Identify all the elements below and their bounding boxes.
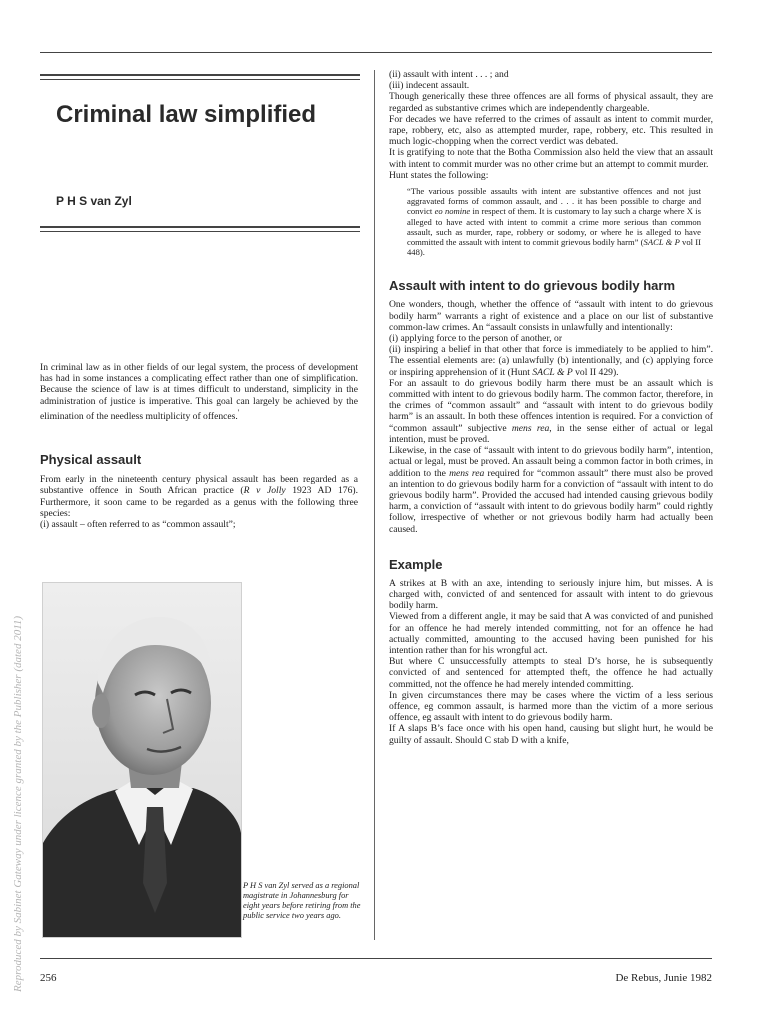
title-rule-top (40, 74, 360, 76)
author-photo (42, 582, 242, 938)
quote-text-a: “The various possible assaults with intent are substantive offences and not just aggravated forms of common assault, and . . . it has been possible to charge and convict (407, 186, 701, 217)
gbh-p3-text-b: required for “common assault” there must also be proved an intention to do grievous bodily harm for a conviction of “assault with intent to do grievous bodily harm”. Provided the accused had intended causing grievous bodily harm, a conviction of “assault with intent to do grievous bodily harm” could rightly follow, irrespective of whether or not grievous bodily harm had actually been caused. (389, 467, 713, 535)
reproduction-watermark: Reproduced by Sabinet Gateway under licence granted by the Publisher (dated 2011) (12, 615, 24, 992)
physical-assault-paragraph (40, 474, 358, 519)
page-top-rule (40, 52, 712, 53)
gbh-list-item-1: (i) applying force to the person of another, or (389, 333, 563, 345)
example-paragraph-4: In given circumstances there may be cases where the victim of a less serious offence, eg common assault, is harmed more than the victim of a more serious offence, eg assault with intent to do grievous bodily harm. (389, 689, 713, 724)
species-item-2: (ii) assault with intent . . . ; and (389, 69, 509, 80)
left-column (40, 362, 358, 530)
case-citation: R v Jolly (243, 485, 286, 497)
title-rule-bottom-2 (40, 231, 360, 232)
title-rule-bottom (40, 226, 360, 228)
intro-text: In criminal law as in other fields of our legal system, the process of development has had in some instances a complicating effect rather than one of simplification. Because the science of law is at times difficult to understand, simplicity in the administration of justice is imperative. This goal can largely be achieved by the elimination of the needless multiplicity of offences. (40, 362, 358, 422)
right-column (389, 69, 713, 746)
quote-text-b: in respect of them. It is customary to lay such a charge where X is alleged to have acted with intent to commit a crime more serious than common assault, such as murder, rape, robbery or sodomy, or where he is alleged to have committed the assault with intent to commit grievous bodily harm” ( (407, 206, 701, 248)
example-paragraph-1: A strikes at B with an axe, intending to seriously injure him, but misses. A is charged with, convicted of and sentenced for assault with intent to do grievous bodily harm. (389, 577, 713, 612)
example-paragraph-5: If A slaps B’s face once with his open hand, causing but slight hurt, he would be guilty of assault. Should C stab D with a knife, (389, 723, 713, 746)
gbh-paragraph-1: One wonders, though, whether the offence of “assault with intent to do grievous bodily harm” warrants a right of existence and a place on our list of substantive common-law crimes. An “assault consists in unlawfully and intentionally: (389, 299, 713, 333)
species-item-3: (iii) indecent assault. (389, 80, 470, 92)
example-heading: Example (389, 556, 443, 572)
gbh-paragraph-3 (389, 445, 713, 535)
gbh-p3-term: mens rea (449, 467, 485, 479)
example-paragraph-2: Viewed from a different angle, it may be said that A was convicted of and punished for an offence he had merely intended committing, not for an offence he had actually committed, amounting to the accused having been punished for his intention rather than for his wrongful act. (389, 611, 713, 656)
gbh-list-2-citation: SACL & P (532, 366, 573, 378)
intro-paragraph (40, 362, 358, 422)
column-divider (374, 70, 375, 940)
hunt-quotation (407, 186, 701, 257)
physical-assault-heading: Physical assault (40, 452, 142, 468)
paragraph-botha-commission: It is gratifying to note that the Botha Commission also held the view that an assault with intent to commit murder was no other crime but an attempt to commit murder. (389, 147, 713, 170)
gbh-p2-term: mens rea (511, 422, 550, 434)
gbh-list-item-2 (389, 344, 713, 378)
paragraph-decades: For decades we have referred to the crimes of assault as intent to commit murder, rape, robbery, etc, also as attempted murder, rape, robbery, etc. This resulted in much logic-chopping when the correct verdict was debated. (389, 113, 713, 148)
species-item-1: (i) assault – often referred to as “common assault”; (40, 519, 236, 531)
gbh-p3-text-a: Likewise, in the case of “assault with intent to do grievous bodily harm”, intention, actual or legal, must be proved. An assault being a common factor in both crimes, in addition to the (389, 445, 713, 479)
page-number: 256 (40, 972, 57, 984)
intro-note-mark: ' (237, 407, 240, 417)
title-rule-top-2 (40, 79, 360, 80)
footer-rule (40, 958, 712, 959)
example-paragraph-3: But where C unsuccessfully attempts to steal D’s horse, he is subsequently convicted of and sentenced for attempted theft, the offence he had actually committed, not the offence he had merely intended committing. (389, 656, 713, 690)
gbh-p2-text-a: For an assault to do grievous bodily harm there must be an assault which is committed with intent to do grievous bodily harm. The common factor, therefore, in the crimes of “common assault” and “assault with intent to do grievous bodily harm” is an assault. In both these offences intention is required. For a conviction of “common assault” subjective (389, 377, 713, 434)
gbh-paragraph-2 (389, 378, 713, 445)
quote-latin-term: eo nomine (434, 206, 471, 217)
quote-text-c: vol II 448). (407, 237, 701, 258)
gbh-heading: Assault with intent to do grievous bodily harm (389, 278, 676, 294)
gbh-p2-text-b: , in the sense either of actual or legal intention, must be proved. (389, 422, 713, 445)
physical-text-b: 1923 AD 176). Furthermore, it soon came to be regarded as a genus with the following three species: (40, 485, 358, 519)
paragraph-generic-offences: Though generically these three offences are all forms of physical assault, they are regarded as substantive crimes which are independently chargeable. (389, 91, 713, 114)
portrait-illustration (43, 583, 241, 937)
journal-issue: De Rebus, Junie 1982 (615, 972, 712, 984)
article-author: P H S van Zyl (56, 194, 132, 208)
article-title: Criminal law simplified (56, 101, 317, 128)
physical-text-a: From early in the nineteenth century physical assault has been regarded as a substantive offence in South African practice ( (40, 474, 358, 497)
quote-citation: SACL & P (643, 237, 680, 248)
photo-caption: P H S van Zyl served as a regional magistrate in Johannesburg for eight years before retiring from the public service two years ago. (243, 881, 361, 920)
gbh-list-2-text-a: (ii) inspiring a belief in that other that force is immediately to be applied to him”. The essential elements are: (a) unlawfully (b) intentionally, and (c) applying force or inspiring apprehension of it (Hunt (389, 344, 713, 378)
paragraph-hunt-intro: Hunt states the following: (389, 169, 489, 181)
gbh-list-2-text-b: vol II 429). (572, 366, 619, 378)
